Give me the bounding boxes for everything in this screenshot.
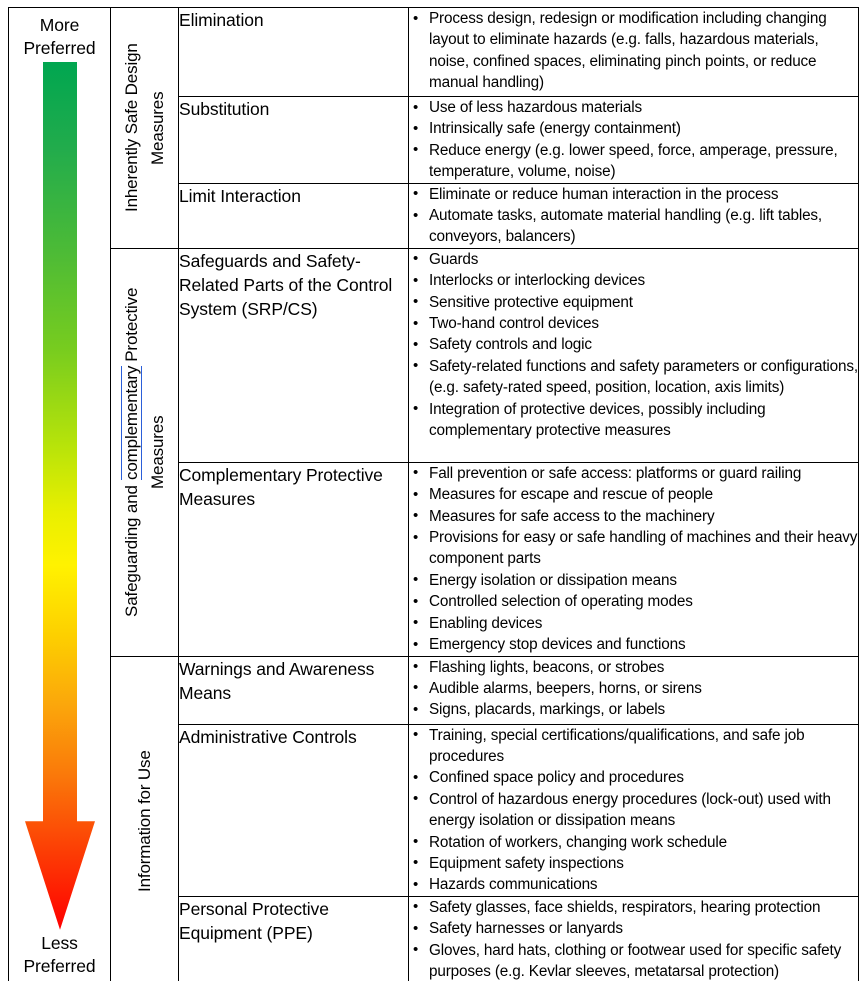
measure-bullets-limit-interaction: [409, 183, 859, 248]
less-preferred-line2: Preferred: [23, 955, 96, 976]
group-label-inherently-safe-design-measures: [111, 8, 179, 249]
list-item: • Integration of protective devices, possibly including complementary protective measures: [409, 399, 858, 442]
list-item: • Measures for safe access to the machinery: [409, 506, 858, 527]
measure-name-administrative-controls: [179, 724, 409, 896]
list-item: • Signs, placards, markings, or labels: [409, 699, 858, 720]
less-preferred-line1: Less: [41, 932, 78, 953]
list-item: • Measures for escape and rescue of people: [409, 484, 858, 505]
list-item: • Safety glasses, face shields, respirators, hearing protection: [409, 897, 858, 918]
gradient-arrow-area: [9, 60, 110, 932]
group-label-text: Inherently Safe Design Measures: [121, 43, 167, 213]
bullet-list: [409, 897, 858, 981]
group-label-text: Information for Use: [134, 749, 154, 892]
list-item: • Guards: [409, 249, 858, 270]
list-item: • Emergency stop devices and functions: [409, 634, 858, 655]
measure-name-text: Personal Protective Equipment (PPE): [179, 898, 329, 943]
measure-name-personal-protective-equipment: [179, 896, 409, 981]
list-item: • Automate tasks, automate material handling (e.g. lift tables, conveyors, balancers): [409, 205, 858, 248]
measure-name-substitution: [179, 97, 409, 184]
table-row: [9, 248, 859, 462]
list-item: • Confined space policy and procedures: [409, 767, 858, 788]
bullet-list: [409, 8, 858, 94]
measure-bullets-administrative-controls: [409, 724, 859, 896]
list-item: • Hazards communications: [409, 874, 858, 895]
bullet-list: [409, 463, 858, 656]
measure-bullets-elimination: [409, 8, 859, 97]
measure-name-limit-interaction: [179, 183, 409, 248]
measure-name-text: Safeguards and Safety-Related Parts of the Control System (SRP/CS): [179, 250, 393, 319]
group-label-information-for-use: [111, 656, 179, 981]
list-item: • Safety-related functions and safety parameters or configurations, (e.g. safety-rated speed, position, location, axis limits): [409, 356, 858, 399]
list-item: • Safety controls and logic: [409, 334, 858, 355]
less-preferred-label: [9, 932, 110, 981]
list-item: • Two-hand control devices: [409, 313, 858, 334]
list-item: • Reduce energy (e.g. lower speed, force, amperage, pressure, temperature, volume, noise): [409, 140, 858, 183]
list-item: • Control of hazardous energy procedures (lock-out) used with energy isolation or dissipation means: [409, 789, 858, 832]
measure-name-text: Limit Interaction: [179, 185, 301, 206]
measure-name-text: Substitution: [179, 99, 270, 119]
list-item: • Audible alarms, beepers, horns, or sirens: [409, 678, 858, 699]
group-label-text: [119, 253, 171, 651]
spellcheck-flagged-word: complementary: [121, 366, 141, 481]
list-item: • Interlocks or interlocking devices: [409, 270, 858, 291]
list-item: • Process design, redesign or modification including changing layout to eliminate hazards (e.g. falls, hazardous materials, noise, confined spaces, eliminating pinch points, or reduce manual handling): [409, 8, 858, 94]
more-preferred-label: [9, 8, 110, 60]
measure-name-elimination: [179, 8, 409, 97]
measure-bullets-srp-cs: [409, 248, 859, 462]
list-item: • Training, special certifications/qualifications, and safe job procedures: [409, 725, 858, 768]
measure-bullets-personal-protective-equipment: [409, 896, 859, 981]
bullet-list: [409, 725, 858, 896]
table-row: [9, 656, 859, 724]
list-item: • Rotation of workers, changing work schedule: [409, 832, 858, 853]
list-item: • Sensitive protective equipment: [409, 292, 858, 313]
list-item: • Enabling devices: [409, 613, 858, 634]
list-item: • Eliminate or reduce human interaction in the process: [409, 184, 858, 205]
more-preferred-line1: More: [39, 15, 80, 35]
list-item: • Equipment safety inspections: [409, 853, 858, 874]
bullet-list: [409, 249, 858, 442]
controls-table: [8, 7, 859, 981]
group-label-part1: Safeguarding and: [121, 480, 141, 617]
measure-bullets-complementary-protective-measures: [409, 462, 859, 656]
measure-bullets-warnings-and-awareness-means: [409, 656, 859, 724]
bullet-list: [409, 97, 858, 183]
list-item: • Controlled selection of operating modes: [409, 591, 858, 612]
list-item: • Provisions for easy or safe handling of machines and their heavy component parts: [409, 527, 858, 570]
measure-name-text: Elimination: [179, 10, 264, 30]
measure-bullets-substitution: [409, 97, 859, 184]
list-item: • Flashing lights, beacons, or strobes: [409, 657, 858, 678]
measure-name-srp-cs: [179, 248, 409, 462]
list-item: • Intrinsically safe (energy containment): [409, 118, 858, 139]
measure-name-text: Complementary Protective Measures: [179, 464, 383, 509]
bullet-list: [409, 657, 858, 721]
measure-name-text: Administrative Controls: [179, 726, 357, 747]
measure-name-warnings-and-awareness-means: [179, 656, 409, 724]
preference-scale-cell: [9, 8, 111, 981]
group-label-part2: Protective Measures: [121, 287, 167, 489]
bullet-list: [409, 184, 858, 248]
list-item: • Energy isolation or dissipation means: [409, 570, 858, 591]
list-item: • Fall prevention or safe access: platforms or guard railing: [409, 463, 858, 484]
measure-name-text: Warnings and Awareness Means: [179, 658, 375, 703]
table-row: [9, 8, 859, 97]
more-preferred-line2: Preferred: [23, 38, 96, 58]
list-item: • Safety harnesses or lanyards: [409, 918, 858, 939]
list-item: • Use of less hazardous materials: [409, 97, 858, 118]
measure-name-complementary-protective-measures: [179, 462, 409, 656]
down-arrow-gradient-icon: [25, 62, 95, 930]
group-label-safeguarding-and-complementary-protective-measures: [111, 248, 179, 656]
list-item: • Gloves, hard hats, clothing or footwear used for specific safety purposes (e.g. Kevlar sleeves, metatarsal protection): [409, 940, 858, 981]
